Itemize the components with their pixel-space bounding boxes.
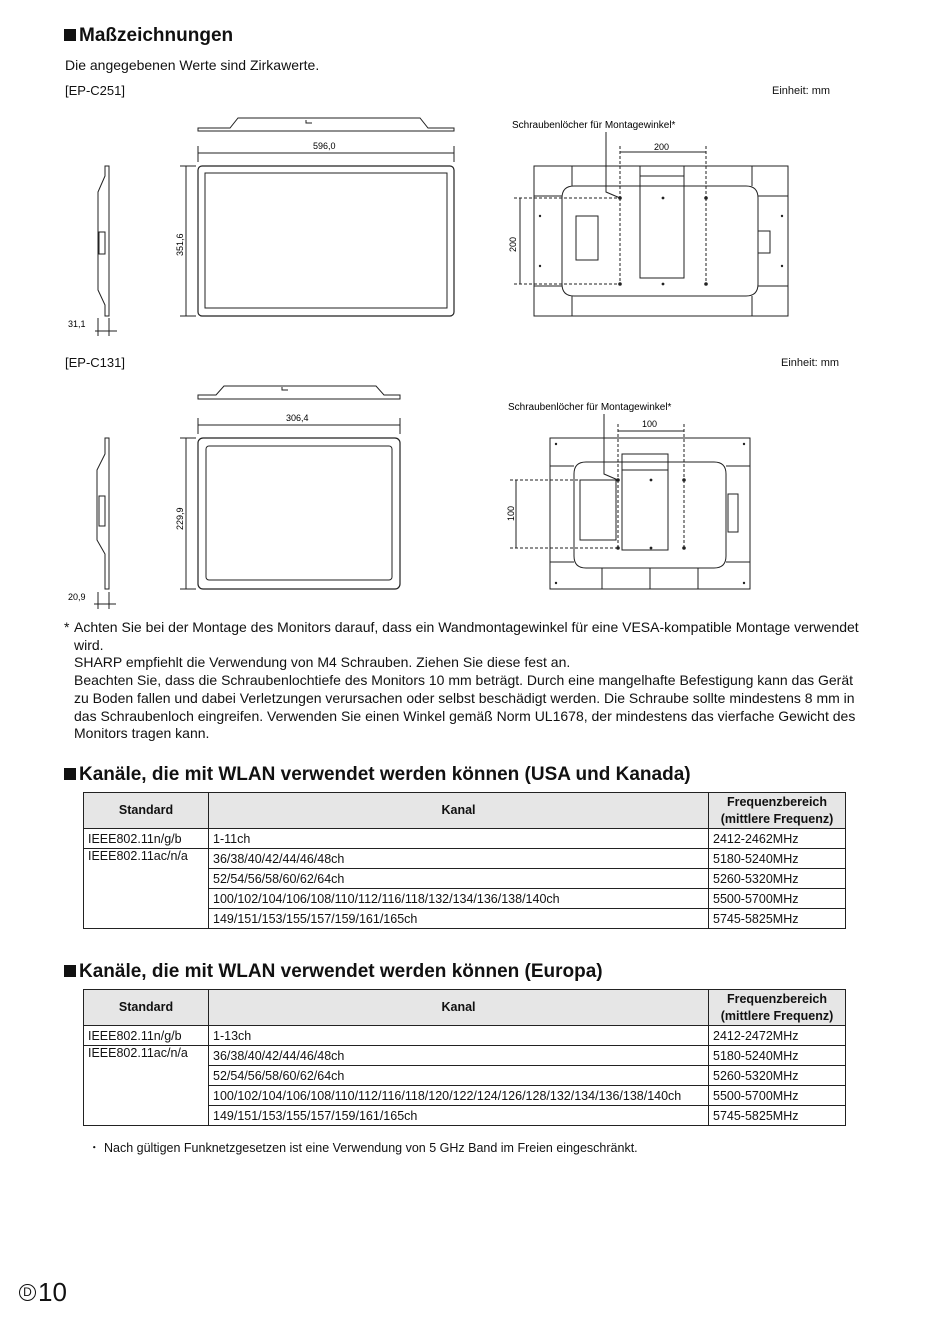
wlan-table-europe: [83, 989, 846, 1126]
note-line: zu Boden fallen und dabei Verletzungen verursachen oder selbst beschädigt werden. Die Schraube sollte mindestens 8 mm in: [74, 689, 855, 706]
cell-frequency: 5745-5825MHz: [709, 1106, 846, 1126]
model2-label: [EP-C131]: [65, 355, 125, 370]
table-row: [84, 849, 846, 869]
cell-frequency: 5180-5240MHz: [709, 1046, 846, 1066]
model1-label: [EP-C251]: [65, 83, 125, 98]
language-marker-icon: D: [19, 1284, 36, 1301]
model1-unit: Einheit: mm: [772, 85, 831, 97]
cell-channel: 100/102/104/106/108/110/112/116/118/132/134/136/138/140ch: [209, 889, 709, 909]
page-number: 10: [38, 1276, 67, 1307]
model2-depth-label: 20,9: [68, 592, 86, 602]
header-frequency: Frequenzbereich (mittlere Frequenz): [709, 793, 846, 829]
note-line: wird.: [74, 636, 104, 653]
section-title-wlan-europe: [64, 961, 603, 983]
section-title-wlan-usa: [64, 764, 691, 786]
model1-side-view: [98, 166, 109, 316]
model1-height-label: 351,6: [175, 233, 185, 256]
header-channel: Kanal: [209, 990, 709, 1026]
model2-hole-h-label: 100: [642, 419, 658, 429]
square-bullet-icon: [64, 965, 76, 977]
note-line: das Schraubenloch eingreifen. Verwenden Sie einen Winkel gemäß Norm UL1678, der mindestens das vierfache Gewicht des: [74, 707, 856, 724]
cell-standard: IEEE802.11n/g/b: [84, 1026, 209, 1046]
model2-unit: Einheit: mm: [781, 357, 840, 369]
model2-drawing: [0, 340, 950, 615]
note-asterisk: *: [64, 619, 70, 635]
note-line: Beachten Sie, dass die Schraubenlochtiefe des Monitors 10 mm beträgt. Durch eine mangelhafte Befestigung kann das Gerät: [74, 672, 854, 689]
header-standard: Standard: [84, 990, 209, 1026]
model2-front-view: [198, 438, 400, 589]
note-line: Monitors tragen kann.: [74, 725, 210, 742]
intro-text: Die angegebenen Werte sind Zirkawerte.: [65, 57, 320, 73]
model1-hole-v-label: 200: [508, 236, 518, 252]
model1-top-view: [198, 118, 454, 131]
model1-drawing: [0, 0, 950, 340]
cell-channel: 36/38/40/42/44/46/48ch: [209, 849, 709, 869]
mounting-note: [64, 619, 894, 743]
note-line: SHARP empfiehlt die Verwendung von M4 Schrauben. Ziehen Sie diese fest an.: [74, 654, 571, 671]
square-bullet-icon: [64, 768, 76, 780]
cell-frequency: 5500-5700MHz: [709, 889, 846, 909]
section-title-text: Kanäle, die mit WLAN verwendet werden können (USA und Kanada): [79, 764, 691, 785]
cell-frequency: 2412-2462MHz: [709, 829, 846, 849]
note-line: Achten Sie bei der Montage des Monitors darauf, dass ein Wandmontagewinkel für eine VESA-kompatible Montage verwendet: [74, 619, 859, 635]
cell-channel: 149/151/153/155/157/159/161/165ch: [209, 909, 709, 929]
cell-standard: IEEE802.11n/g/b: [84, 829, 209, 849]
footnote: [88, 1138, 638, 1156]
cell-frequency: 2412-2472MHz: [709, 1026, 846, 1046]
cell-channel: 100/102/104/106/108/110/112/116/118/120/122/124/126/128/132/134/136/138/140ch: [209, 1086, 709, 1106]
cell-frequency: 5500-5700MHz: [709, 1086, 846, 1106]
model2-top-view: [198, 386, 400, 399]
model2-hole-v-label: 100: [506, 505, 516, 521]
model2-holes-label: Schraubenlöcher für Montagewinkel*: [508, 402, 672, 413]
cell-frequency: 5260-5320MHz: [709, 869, 846, 889]
cell-standard: IEEE802.11ac/n/a: [84, 849, 209, 929]
footnote-text: Nach gültigen Funknetzgesetzen ist eine Verwendung von 5 GHz Band im Freien eingeschränkt.: [104, 1141, 638, 1155]
footnote-bullet: ・: [88, 1141, 101, 1155]
cell-frequency: 5260-5320MHz: [709, 1066, 846, 1086]
cell-frequency: 5180-5240MHz: [709, 849, 846, 869]
cell-channel: 36/38/40/42/44/46/48ch: [209, 1046, 709, 1066]
section-title-text: Maßzeichnungen: [79, 25, 234, 46]
model1-front-view: [198, 166, 454, 316]
model2-height-label: 229,9: [175, 507, 185, 530]
cell-channel: 52/54/56/58/60/62/64ch: [209, 1066, 709, 1086]
table-row: [84, 1046, 846, 1066]
cell-frequency: 5745-5825MHz: [709, 909, 846, 929]
cell-channel: 149/151/153/155/157/159/161/165ch: [209, 1106, 709, 1126]
table-row: [84, 1026, 846, 1046]
header-frequency: Frequenzbereich (mittlere Frequenz): [709, 990, 846, 1026]
model2-width-label: 306,4: [286, 413, 309, 423]
wlan-table-usa: [83, 792, 846, 929]
cell-standard: IEEE802.11ac/n/a: [84, 1046, 209, 1126]
model1-back-view: [534, 166, 788, 316]
section-title-text: Kanäle, die mit WLAN verwendet werden können (Europa): [79, 961, 603, 982]
page-footer: [19, 1277, 67, 1307]
model1-hole-h-label: 200: [654, 142, 670, 152]
cell-channel: 1-11ch: [209, 829, 709, 849]
header-channel: Kanal: [209, 793, 709, 829]
model1-width-label: 596,0: [313, 141, 336, 151]
cell-channel: 52/54/56/58/60/62/64ch: [209, 869, 709, 889]
header-standard: Standard: [84, 793, 209, 829]
model1-holes-label: Schraubenlöcher für Montagewinkel*: [512, 120, 676, 131]
model1-depth-label: 31,1: [68, 319, 86, 329]
cell-channel: 1-13ch: [209, 1026, 709, 1046]
table-row: [84, 829, 846, 849]
